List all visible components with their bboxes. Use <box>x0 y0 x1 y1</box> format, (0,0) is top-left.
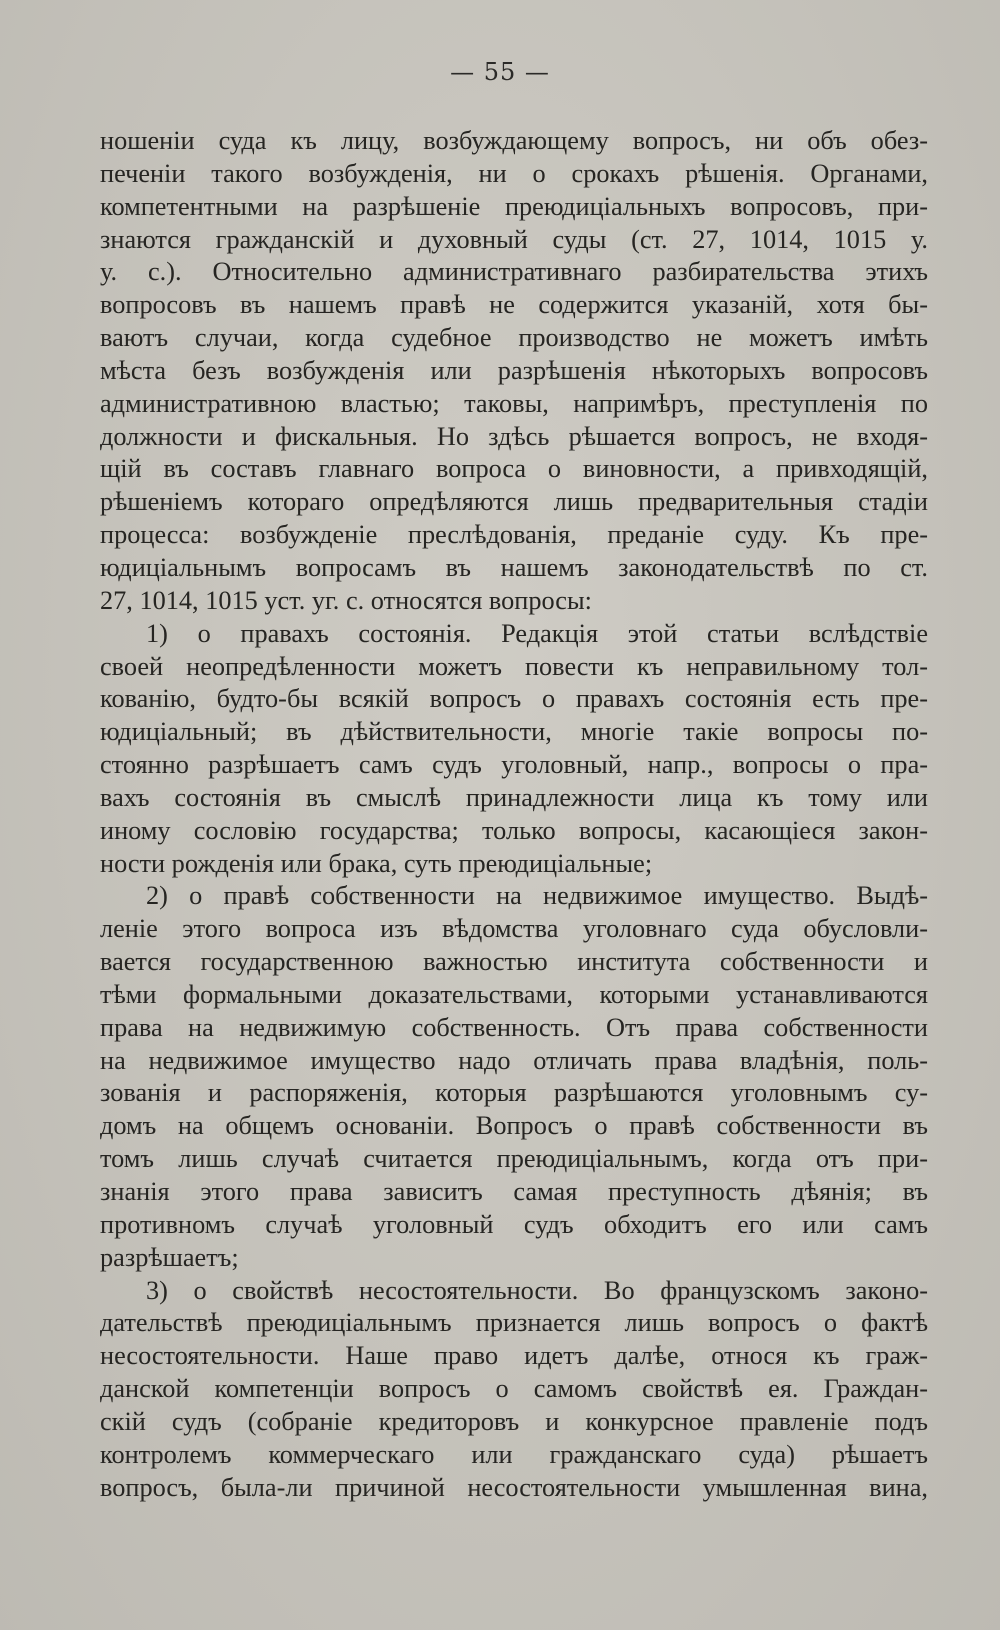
text-line: разрѣшаетъ; <box>100 1242 239 1272</box>
text-line: вопросъ, была-ли причиной несостоятельности умышленная вина, <box>100 1472 928 1502</box>
text-line: 3) о свойствѣ несостоятельности. Во французскомъ законо- <box>146 1275 928 1305</box>
text-line: знаются гражданскій и духовный суды (ст. 27, 1014, 1015 у. <box>100 224 928 254</box>
text-line: тѣми формальными доказательствами, которыми устанавливаются <box>100 979 928 1009</box>
text-line: ности рожденія или брака, суть преюдиціальные; <box>100 848 653 878</box>
text-line: на недвижимое имущество надо отличать права владѣнія, поль- <box>100 1045 928 1075</box>
text-line: томъ лишь случаѣ считается преюдиціальнымъ, когда отъ при- <box>100 1144 928 1174</box>
text-line: данской компетенціи вопросъ о самомъ свойствѣ ея. Граждан- <box>100 1374 928 1404</box>
text-line: домъ на общемъ основаніи. Вопросъ о правѣ собственности въ <box>100 1111 928 1141</box>
text-line: леніе этого вопроса изъ вѣдомства уголовнаго суда обусловли- <box>100 914 928 944</box>
text-line: компетентными на разрѣшеніе преюдиціальныхъ вопросовъ, при- <box>100 191 928 221</box>
text-line: противномъ случаѣ уголовный судъ обходитъ его или самъ <box>100 1209 928 1239</box>
text-line: стоянно разрѣшаетъ самъ судъ уголовный, напр., вопросы о пра- <box>100 750 928 780</box>
text-line: своей неопредѣленности можетъ повести къ неправильному тол- <box>100 651 928 681</box>
text-line: кованію, будто-бы всякій вопросъ о правахъ состоянія есть пре- <box>100 684 928 714</box>
text-line: административною властью; таковы, напримѣръ, преступленія по <box>100 388 928 418</box>
text-line: дательствѣ преюдиціальнымъ признается лишь вопросъ о фактѣ <box>100 1308 928 1338</box>
text-line: процесса: возбужденіе преслѣдованія, преданіе суду. Къ пре- <box>100 520 928 550</box>
text-line: скій судъ (собраніе кредиторовъ и конкурсное правленіе подъ <box>100 1406 928 1436</box>
text-line: 1) о правахъ состоянія. Редакція этой статьи вслѣдствіе <box>146 618 928 648</box>
text-line: вахъ состоянія въ смыслѣ принадлежности лица къ тому или <box>100 782 928 812</box>
text-line: знанія этого права зависитъ самая преступность дѣянія; въ <box>100 1177 928 1206</box>
text-line: 27, 1014, 1015 уст. уг. с. относятся вопросы: <box>100 585 592 615</box>
text-line: ваютъ случаи, когда судебное производство не можетъ имѣть <box>100 323 928 353</box>
text-line: вается государственною важностью института собственности и <box>100 947 928 977</box>
text-line: рѣшеніемъ котораго опредѣляются лишь предварительныя стадіи <box>100 487 928 517</box>
text-line: 2) о правѣ собственности на недвижимое имущество. Выдѣ- <box>146 881 928 911</box>
text-line: вопросовъ въ нашемъ правѣ не содержится указаній, хотя бы- <box>100 290 928 320</box>
body-text <box>100 125 928 1504</box>
page-number: — 55 — <box>450 58 550 86</box>
text-line: юдиціальнымъ вопросамъ въ нашемъ законодательствѣ по ст. <box>100 552 928 582</box>
text-line: зованія и распоряженія, которыя разрѣшаются уголовнымъ су- <box>100 1078 928 1108</box>
text-line: щій въ составъ главнаго вопроса о виновности, а привходящій, <box>100 454 928 484</box>
text-line: юдиціальный; въ дѣйствительности, многіе такіе вопросы по- <box>100 717 928 747</box>
text-line: ношеніи суда къ лицу, возбуждающему вопросъ, ни объ обез- <box>100 126 928 155</box>
text-line: мѣста безъ возбужденія или разрѣшенія нѣкоторыхъ вопросовъ <box>100 355 928 385</box>
text-line: печеніи такого возбужденія, ни о срокахъ рѣшенія. Органами, <box>100 158 928 188</box>
text-line: контролемъ коммерческаго или гражданскаго суда) рѣшаетъ <box>100 1439 928 1469</box>
text-line: у. с.). Относительно административнаго разбирательства этихъ <box>100 257 928 287</box>
text-line: иному сословію государства; только вопросы, касающіеся закон- <box>100 815 928 845</box>
text-line: несостоятельности. Наше право идетъ далѣе, относя къ граж- <box>100 1341 928 1371</box>
text-line: права на недвижимую собственность. Отъ права собственности <box>100 1012 928 1042</box>
text-line: должности и фискальныя. Но здѣсь рѣшается вопросъ, не входя- <box>100 421 928 451</box>
